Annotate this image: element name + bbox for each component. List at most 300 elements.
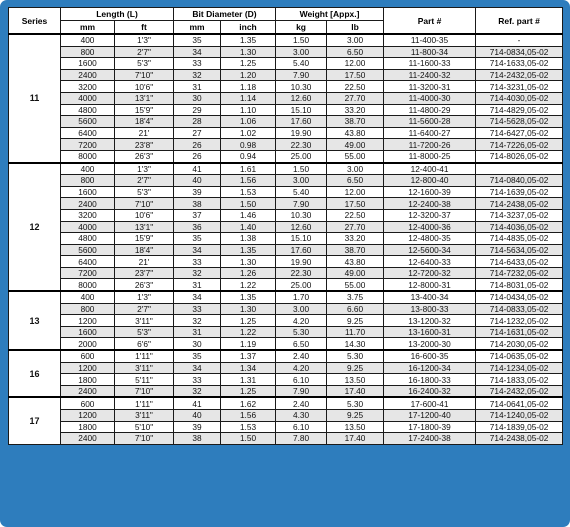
length-mm-cell: 5600 xyxy=(61,116,115,128)
length-mm-cell: 7200 xyxy=(61,267,115,279)
table-row xyxy=(9,256,563,268)
part-number-cell: 16-2400-32 xyxy=(384,385,476,397)
diameter-mm-cell: 34 xyxy=(174,291,221,303)
weight-kg-cell: 19.90 xyxy=(276,256,327,268)
weight-kg-cell: 15.10 xyxy=(276,104,327,116)
length-mm-cell: 1600 xyxy=(61,186,115,198)
table-row xyxy=(9,104,563,116)
length-mm-cell: 3200 xyxy=(61,81,115,93)
diameter-inch-cell: 1.02 xyxy=(221,127,276,139)
series-cell: 13 xyxy=(9,291,61,350)
diameter-inch-cell: 1.56 xyxy=(221,410,276,422)
header-part: Part # xyxy=(384,8,476,35)
length-ft-cell: 1'3" xyxy=(115,291,174,303)
ref-part-number-cell: 714-4835,05-02 xyxy=(476,233,563,245)
weight-kg-cell: 7.90 xyxy=(276,385,327,397)
diameter-mm-cell: 35 xyxy=(174,34,221,46)
ref-part-number-cell: 714-6433,05-02 xyxy=(476,256,563,268)
diameter-inch-cell: 1.46 xyxy=(221,209,276,221)
diameter-mm-cell: 29 xyxy=(174,104,221,116)
ref-part-number-cell: 714-8031,05-02 xyxy=(476,279,563,291)
diameter-mm-cell: 41 xyxy=(174,163,221,175)
weight-kg-cell: 7.80 xyxy=(276,433,327,445)
table-row xyxy=(9,175,563,187)
table-row xyxy=(9,350,563,362)
weight-lb-cell: 13.50 xyxy=(327,374,384,386)
table-row xyxy=(9,58,563,70)
length-ft-cell: 21' xyxy=(115,127,174,139)
diameter-inch-cell: 1.22 xyxy=(221,279,276,291)
ref-part-number-cell: 714-1232,05-02 xyxy=(476,315,563,327)
ref-part-number-cell: 714-4829,05-02 xyxy=(476,104,563,116)
header-weight-kg: kg xyxy=(276,21,327,35)
header-bit-diameter: Bit Diameter (D) xyxy=(174,8,276,21)
weight-kg-cell: 5.40 xyxy=(276,186,327,198)
part-number-cell: 17-1200-40 xyxy=(384,410,476,422)
series-group-12 xyxy=(9,163,563,292)
length-mm-cell: 600 xyxy=(61,350,115,362)
diameter-mm-cell: 32 xyxy=(174,267,221,279)
length-mm-cell: 1800 xyxy=(61,374,115,386)
ref-part-number-cell: 714-2432,05-02 xyxy=(476,69,563,81)
diameter-mm-cell: 36 xyxy=(174,221,221,233)
part-number-cell: 12-5600-34 xyxy=(384,244,476,256)
length-ft-cell: 21' xyxy=(115,256,174,268)
table-row xyxy=(9,81,563,93)
ref-part-number-cell: 714-0834,05-02 xyxy=(476,46,563,58)
diameter-mm-cell: 33 xyxy=(174,374,221,386)
diameter-inch-cell: 0.94 xyxy=(221,150,276,162)
length-ft-cell: 5'3" xyxy=(115,186,174,198)
diameter-inch-cell: 1.62 xyxy=(221,397,276,409)
ref-part-number-cell: 714-3237,05-02 xyxy=(476,209,563,221)
part-number-cell: 12-4000-36 xyxy=(384,221,476,233)
diameter-inch-cell: 1.06 xyxy=(221,116,276,128)
ref-part-number-cell: 714-8026,05-02 xyxy=(476,150,563,162)
ref-part-number-cell: 714-2030,05-02 xyxy=(476,338,563,350)
length-ft-cell: 7'10" xyxy=(115,433,174,445)
length-ft-cell: 1'11" xyxy=(115,397,174,409)
part-number-cell: 11-4000-30 xyxy=(384,92,476,104)
length-ft-cell: 3'11" xyxy=(115,362,174,374)
table-row xyxy=(9,397,563,409)
ref-part-number-cell: 714-3231,05-02 xyxy=(476,81,563,93)
part-number-cell: 12-400-41 xyxy=(384,163,476,175)
diameter-inch-cell: 1.35 xyxy=(221,34,276,46)
ref-part-number-cell: - xyxy=(476,34,563,46)
table-row xyxy=(9,139,563,151)
length-mm-cell: 600 xyxy=(61,397,115,409)
length-mm-cell: 2400 xyxy=(61,69,115,81)
part-number-cell: 12-2400-38 xyxy=(384,198,476,210)
weight-kg-cell: 10.30 xyxy=(276,209,327,221)
table-row xyxy=(9,244,563,256)
header-ref-part: Ref. part # xyxy=(476,8,563,35)
weight-kg-cell: 4.20 xyxy=(276,362,327,374)
weight-kg-cell: 10.30 xyxy=(276,81,327,93)
weight-lb-cell: 11.70 xyxy=(327,326,384,338)
weight-lb-cell: 9.25 xyxy=(327,410,384,422)
length-ft-cell: 23'7" xyxy=(115,267,174,279)
length-mm-cell: 8000 xyxy=(61,279,115,291)
diameter-mm-cell: 31 xyxy=(174,81,221,93)
diameter-mm-cell: 35 xyxy=(174,233,221,245)
length-ft-cell: 5'3" xyxy=(115,326,174,338)
diameter-inch-cell: 1.56 xyxy=(221,175,276,187)
length-mm-cell: 2400 xyxy=(61,198,115,210)
part-number-cell: 13-400-34 xyxy=(384,291,476,303)
part-number-cell: 11-400-35 xyxy=(384,34,476,46)
table-row xyxy=(9,233,563,245)
ref-part-number-cell: 714-6427,05-02 xyxy=(476,127,563,139)
length-ft-cell: 1'3" xyxy=(115,34,174,46)
diameter-inch-cell: 1.14 xyxy=(221,92,276,104)
length-mm-cell: 1200 xyxy=(61,315,115,327)
weight-lb-cell: 49.00 xyxy=(327,267,384,279)
diameter-mm-cell: 31 xyxy=(174,279,221,291)
table-row xyxy=(9,267,563,279)
diameter-mm-cell: 41 xyxy=(174,397,221,409)
table-row xyxy=(9,279,563,291)
weight-kg-cell: 15.10 xyxy=(276,233,327,245)
series-group-16 xyxy=(9,350,563,397)
series-cell: 11 xyxy=(9,34,61,163)
weight-kg-cell: 6.50 xyxy=(276,338,327,350)
weight-lb-cell: 5.30 xyxy=(327,350,384,362)
ref-part-number-cell: 714-5634,05-02 xyxy=(476,244,563,256)
series-group-17 xyxy=(9,397,563,444)
part-number-cell: 12-1600-39 xyxy=(384,186,476,198)
weight-kg-cell: 1.50 xyxy=(276,163,327,175)
weight-kg-cell: 22.30 xyxy=(276,139,327,151)
table-row xyxy=(9,127,563,139)
length-mm-cell: 1600 xyxy=(61,58,115,70)
ref-part-number-cell: 714-1633,05-02 xyxy=(476,58,563,70)
weight-kg-cell: 2.40 xyxy=(276,350,327,362)
part-number-cell: 11-4800-29 xyxy=(384,104,476,116)
diameter-inch-cell: 1.35 xyxy=(221,291,276,303)
length-mm-cell: 800 xyxy=(61,175,115,187)
part-number-cell: 11-1600-33 xyxy=(384,58,476,70)
length-mm-cell: 6400 xyxy=(61,256,115,268)
ref-part-number-cell: 714-1839,05-02 xyxy=(476,421,563,433)
weight-kg-cell: 17.60 xyxy=(276,244,327,256)
diameter-inch-cell: 1.30 xyxy=(221,256,276,268)
part-number-cell: 13-1200-32 xyxy=(384,315,476,327)
diameter-mm-cell: 38 xyxy=(174,198,221,210)
weight-lb-cell: 22.50 xyxy=(327,81,384,93)
weight-kg-cell: 6.10 xyxy=(276,421,327,433)
table-row xyxy=(9,410,563,422)
part-number-cell: 12-7200-32 xyxy=(384,267,476,279)
length-ft-cell: 7'10" xyxy=(115,69,174,81)
diameter-mm-cell: 39 xyxy=(174,421,221,433)
diameter-mm-cell: 30 xyxy=(174,338,221,350)
table-row xyxy=(9,421,563,433)
length-mm-cell: 4800 xyxy=(61,233,115,245)
diameter-mm-cell: 37 xyxy=(174,209,221,221)
ref-part-number-cell: 714-0833,05-02 xyxy=(476,303,563,315)
ref-part-number-cell: 714-2438,05-02 xyxy=(476,198,563,210)
diameter-mm-cell: 26 xyxy=(174,139,221,151)
weight-lb-cell: 38.70 xyxy=(327,116,384,128)
weight-lb-cell: 17.40 xyxy=(327,433,384,445)
diameter-mm-cell: 40 xyxy=(174,410,221,422)
diameter-inch-cell: 1.38 xyxy=(221,233,276,245)
ref-part-number-cell: 714-7232,05-02 xyxy=(476,267,563,279)
weight-lb-cell: 6.50 xyxy=(327,46,384,58)
part-number-cell: 12-8000-31 xyxy=(384,279,476,291)
table-row xyxy=(9,326,563,338)
length-ft-cell: 5'10" xyxy=(115,421,174,433)
length-ft-cell: 7'10" xyxy=(115,198,174,210)
diameter-inch-cell: 1.19 xyxy=(221,338,276,350)
part-number-cell: 13-2000-30 xyxy=(384,338,476,350)
diameter-inch-cell: 1.50 xyxy=(221,198,276,210)
length-ft-cell: 6'6" xyxy=(115,338,174,350)
diameter-inch-cell: 1.31 xyxy=(221,374,276,386)
diameter-mm-cell: 27 xyxy=(174,127,221,139)
table-header xyxy=(9,8,563,35)
ref-part-number-cell: 714-1631,05-02 xyxy=(476,326,563,338)
weight-lb-cell: 27.70 xyxy=(327,92,384,104)
diameter-inch-cell: 1.26 xyxy=(221,267,276,279)
length-mm-cell: 2400 xyxy=(61,385,115,397)
table-row xyxy=(9,92,563,104)
weight-kg-cell: 25.00 xyxy=(276,279,327,291)
length-mm-cell: 1600 xyxy=(61,326,115,338)
weight-lb-cell: 38.70 xyxy=(327,244,384,256)
diameter-inch-cell: 1.25 xyxy=(221,58,276,70)
diameter-inch-cell: 1.40 xyxy=(221,221,276,233)
weight-kg-cell: 17.60 xyxy=(276,116,327,128)
weight-lb-cell: 43.80 xyxy=(327,127,384,139)
table-row xyxy=(9,221,563,233)
length-ft-cell: 13'1" xyxy=(115,221,174,233)
table-row xyxy=(9,315,563,327)
part-number-cell: 12-4800-35 xyxy=(384,233,476,245)
length-mm-cell: 400 xyxy=(61,34,115,46)
weight-lb-cell: 6.60 xyxy=(327,303,384,315)
length-ft-cell: 3'11" xyxy=(115,410,174,422)
weight-kg-cell: 6.10 xyxy=(276,374,327,386)
length-ft-cell: 26'3" xyxy=(115,150,174,162)
header-length-mm: mm xyxy=(61,21,115,35)
diameter-mm-cell: 35 xyxy=(174,350,221,362)
ref-part-number-cell: 714-2438,05-02 xyxy=(476,433,563,445)
diameter-mm-cell: 32 xyxy=(174,385,221,397)
weight-kg-cell: 5.40 xyxy=(276,58,327,70)
weight-kg-cell: 5.30 xyxy=(276,326,327,338)
table-row xyxy=(9,198,563,210)
series-cell: 16 xyxy=(9,350,61,397)
length-mm-cell: 1800 xyxy=(61,421,115,433)
header-weight-lb: lb xyxy=(327,21,384,35)
ref-part-number-cell: 714-0635,05-02 xyxy=(476,350,563,362)
ref-part-number-cell: 714-0840,05-02 xyxy=(476,175,563,187)
header-diameter-mm: mm xyxy=(174,21,221,35)
header-weight: Weight [Appx.] xyxy=(276,8,384,21)
weight-kg-cell: 3.00 xyxy=(276,303,327,315)
diameter-mm-cell: 34 xyxy=(174,46,221,58)
part-number-cell: 12-6400-33 xyxy=(384,256,476,268)
diameter-inch-cell: 1.25 xyxy=(221,385,276,397)
length-mm-cell: 6400 xyxy=(61,127,115,139)
series-group-11 xyxy=(9,34,563,163)
diameter-mm-cell: 38 xyxy=(174,433,221,445)
diameter-inch-cell: 1.53 xyxy=(221,186,276,198)
part-number-cell: 17-600-41 xyxy=(384,397,476,409)
diameter-mm-cell: 33 xyxy=(174,256,221,268)
length-ft-cell: 2'7" xyxy=(115,303,174,315)
ref-part-number-cell: 714-1639,05-02 xyxy=(476,186,563,198)
weight-kg-cell: 3.00 xyxy=(276,175,327,187)
weight-lb-cell: 3.00 xyxy=(327,34,384,46)
part-number-cell: 11-800-34 xyxy=(384,46,476,58)
diameter-mm-cell: 34 xyxy=(174,362,221,374)
table-row xyxy=(9,362,563,374)
length-ft-cell: 1'3" xyxy=(115,163,174,175)
length-ft-cell: 5'11" xyxy=(115,374,174,386)
diameter-inch-cell: 1.61 xyxy=(221,163,276,175)
diameter-inch-cell: 1.50 xyxy=(221,433,276,445)
weight-kg-cell: 19.90 xyxy=(276,127,327,139)
length-ft-cell: 10'6" xyxy=(115,81,174,93)
header-series: Series xyxy=(9,8,61,35)
weight-lb-cell: 17.40 xyxy=(327,385,384,397)
ref-part-number-cell: 714-4036,05-02 xyxy=(476,221,563,233)
table-row xyxy=(9,163,563,175)
part-number-cell: 16-1800-33 xyxy=(384,374,476,386)
length-ft-cell: 10'6" xyxy=(115,209,174,221)
header-diameter-inch: inch xyxy=(221,21,276,35)
weight-kg-cell: 12.60 xyxy=(276,92,327,104)
length-ft-cell: 15'9" xyxy=(115,104,174,116)
part-number-cell: 11-2400-32 xyxy=(384,69,476,81)
length-ft-cell: 18'4" xyxy=(115,116,174,128)
weight-lb-cell: 33.20 xyxy=(327,233,384,245)
part-number-cell: 17-2400-38 xyxy=(384,433,476,445)
weight-lb-cell: 3.75 xyxy=(327,291,384,303)
weight-kg-cell: 7.90 xyxy=(276,198,327,210)
weight-lb-cell: 14.30 xyxy=(327,338,384,350)
length-ft-cell: 2'7" xyxy=(115,46,174,58)
table-row xyxy=(9,34,563,46)
length-mm-cell: 1200 xyxy=(61,362,115,374)
weight-lb-cell: 43.80 xyxy=(327,256,384,268)
length-mm-cell: 4800 xyxy=(61,104,115,116)
length-mm-cell: 400 xyxy=(61,291,115,303)
table-row xyxy=(9,46,563,58)
header-length-ft: ft xyxy=(115,21,174,35)
diameter-mm-cell: 34 xyxy=(174,244,221,256)
table-row xyxy=(9,385,563,397)
weight-lb-cell: 9.25 xyxy=(327,315,384,327)
ref-part-number-cell: 714-1240,05-02 xyxy=(476,410,563,422)
part-number-cell: 16-600-35 xyxy=(384,350,476,362)
diameter-inch-cell: 1.10 xyxy=(221,104,276,116)
diameter-mm-cell: 33 xyxy=(174,58,221,70)
diameter-mm-cell: 40 xyxy=(174,175,221,187)
weight-kg-cell: 2.40 xyxy=(276,397,327,409)
ref-part-number-cell: 714-0434,05-02 xyxy=(476,291,563,303)
diameter-inch-cell: 1.18 xyxy=(221,81,276,93)
part-number-cell: 16-1200-34 xyxy=(384,362,476,374)
length-ft-cell: 13'1" xyxy=(115,92,174,104)
part-number-cell: 17-1800-39 xyxy=(384,421,476,433)
weight-lb-cell: 27.70 xyxy=(327,221,384,233)
diameter-mm-cell: 39 xyxy=(174,186,221,198)
diameter-mm-cell: 26 xyxy=(174,150,221,162)
diameter-inch-cell: 1.30 xyxy=(221,46,276,58)
series-cell: 17 xyxy=(9,397,61,444)
weight-kg-cell: 3.00 xyxy=(276,46,327,58)
table-row xyxy=(9,209,563,221)
diameter-inch-cell: 1.20 xyxy=(221,69,276,81)
length-ft-cell: 3'11" xyxy=(115,315,174,327)
series-cell: 12 xyxy=(9,163,61,292)
weight-lb-cell: 3.00 xyxy=(327,163,384,175)
diameter-mm-cell: 33 xyxy=(174,303,221,315)
table-row xyxy=(9,150,563,162)
length-mm-cell: 3200 xyxy=(61,209,115,221)
length-mm-cell: 5600 xyxy=(61,244,115,256)
diameter-inch-cell: 0.98 xyxy=(221,139,276,151)
ref-part-number-cell: 714-1833,05-02 xyxy=(476,374,563,386)
length-ft-cell: 7'10" xyxy=(115,385,174,397)
length-ft-cell: 26'3" xyxy=(115,279,174,291)
part-number-cell: 12-3200-37 xyxy=(384,209,476,221)
length-ft-cell: 18'4" xyxy=(115,244,174,256)
length-mm-cell: 4000 xyxy=(61,92,115,104)
ref-part-number-cell: 714-2432,05-02 xyxy=(476,385,563,397)
length-mm-cell: 4000 xyxy=(61,221,115,233)
weight-kg-cell: 22.30 xyxy=(276,267,327,279)
diameter-inch-cell: 1.37 xyxy=(221,350,276,362)
table-row xyxy=(9,186,563,198)
table-row xyxy=(9,374,563,386)
series-group-13 xyxy=(9,291,563,350)
diameter-inch-cell: 1.34 xyxy=(221,362,276,374)
weight-lb-cell: 5.30 xyxy=(327,397,384,409)
part-number-cell: 11-3200-31 xyxy=(384,81,476,93)
weight-lb-cell: 13.50 xyxy=(327,421,384,433)
diameter-inch-cell: 1.30 xyxy=(221,303,276,315)
header-length: Length (L) xyxy=(61,8,174,21)
length-mm-cell: 2400 xyxy=(61,433,115,445)
length-mm-cell: 800 xyxy=(61,303,115,315)
length-mm-cell: 1200 xyxy=(61,410,115,422)
weight-lb-cell: 9.25 xyxy=(327,362,384,374)
part-number-cell: 11-5600-28 xyxy=(384,116,476,128)
weight-lb-cell: 6.50 xyxy=(327,175,384,187)
length-mm-cell: 800 xyxy=(61,46,115,58)
weight-lb-cell: 17.50 xyxy=(327,69,384,81)
product-spec-table xyxy=(8,7,563,445)
weight-lb-cell: 12.00 xyxy=(327,186,384,198)
length-ft-cell: 5'3" xyxy=(115,58,174,70)
diameter-inch-cell: 1.35 xyxy=(221,244,276,256)
table-row xyxy=(9,291,563,303)
weight-kg-cell: 1.50 xyxy=(276,34,327,46)
part-number-cell: 11-6400-27 xyxy=(384,127,476,139)
diameter-inch-cell: 1.22 xyxy=(221,326,276,338)
diameter-inch-cell: 1.53 xyxy=(221,421,276,433)
weight-lb-cell: 55.00 xyxy=(327,150,384,162)
length-mm-cell: 8000 xyxy=(61,150,115,162)
weight-lb-cell: 17.50 xyxy=(327,198,384,210)
diameter-mm-cell: 32 xyxy=(174,315,221,327)
